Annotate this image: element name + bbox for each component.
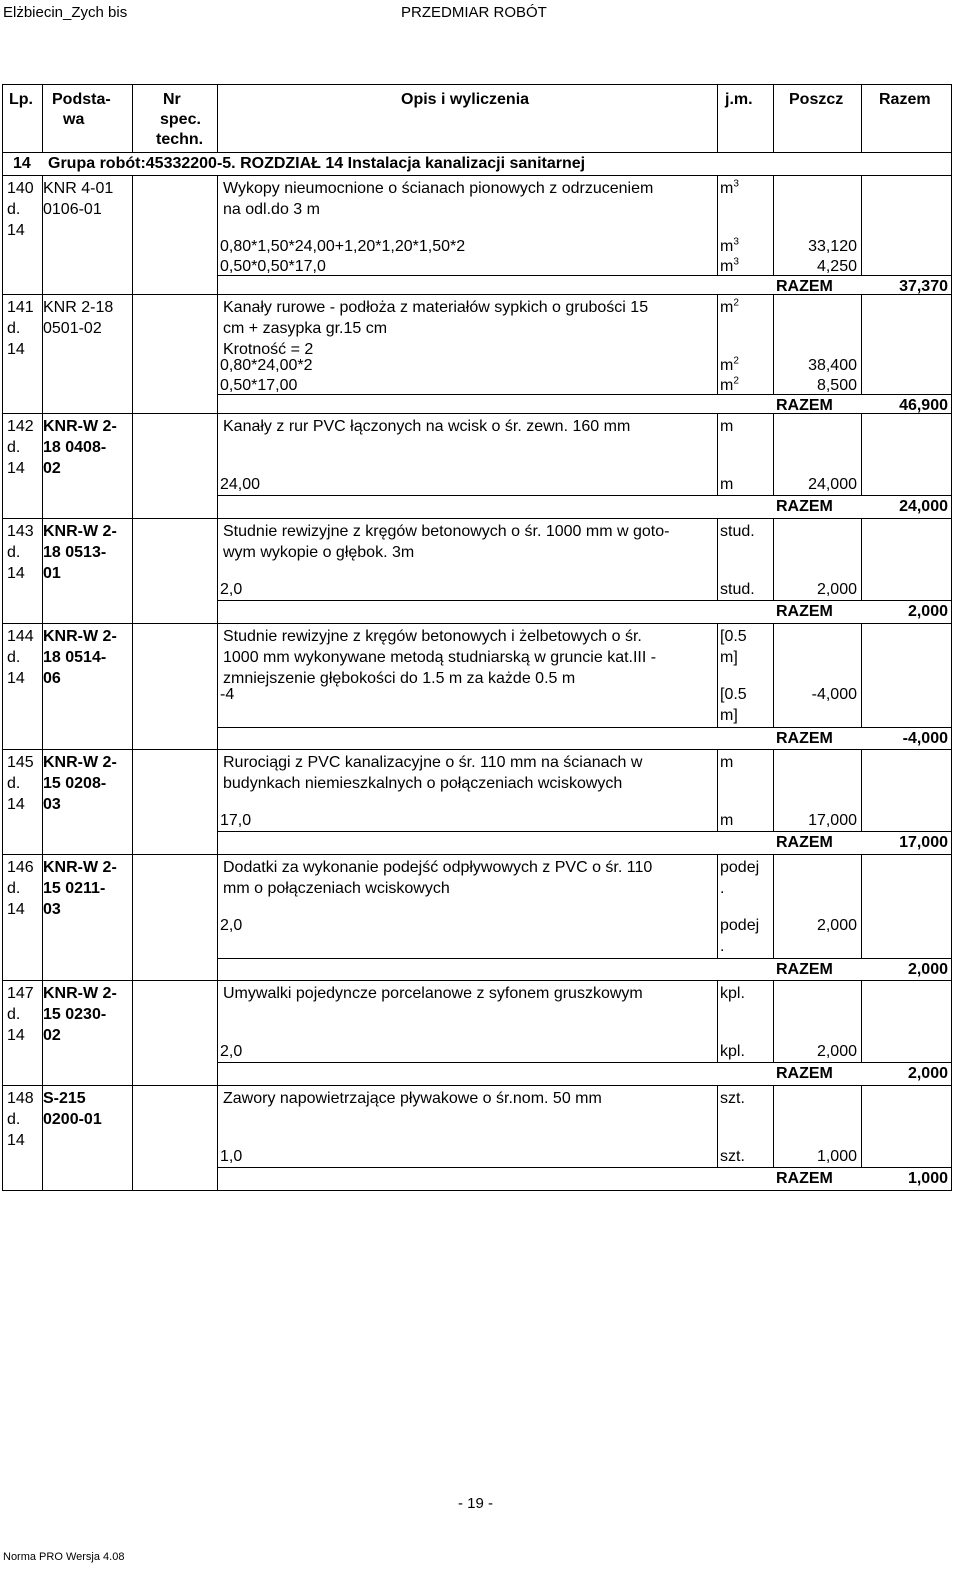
unit-text: $m^2$ bbox=[720, 297, 739, 316]
lp-line: d. bbox=[7, 201, 21, 218]
description-line: Studnie rewizyjne z kręgów betonowych o śr. 1000 mm w goto- bbox=[223, 523, 670, 540]
calc-unit bbox=[720, 915, 768, 957]
group-row bbox=[3, 153, 951, 176]
razem-separator bbox=[217, 275, 951, 276]
knr-line: KNR-W 2- bbox=[43, 628, 117, 645]
position-row bbox=[3, 1086, 951, 1190]
description-line: Wykopy nieumocnione o ścianach pionowych z odrzuceniem bbox=[223, 180, 654, 197]
calc-value: 8,500 bbox=[816, 377, 857, 394]
col-lp: Lp. bbox=[9, 91, 33, 108]
lp-line: 14 bbox=[7, 796, 25, 813]
knr-line: 01 bbox=[43, 565, 61, 582]
software-footer: Norma PRO Wersja 4.08 bbox=[3, 1551, 125, 1563]
unit-text: m bbox=[720, 418, 734, 435]
calc-unit-text: szt. bbox=[720, 1148, 745, 1165]
razem-separator bbox=[217, 727, 951, 728]
knr-line: 0501-02 bbox=[43, 320, 102, 337]
position-knr bbox=[43, 297, 133, 339]
calc-unit-text: $m^3$ bbox=[720, 236, 739, 255]
description-line: Zawory napowietrzające pływakowe o śr.nom. 50 mm bbox=[223, 1090, 602, 1107]
razem-label: RAZEM bbox=[776, 278, 833, 295]
knr-line: KNR-W 2- bbox=[43, 754, 117, 771]
razem-label: RAZEM bbox=[776, 961, 833, 978]
position-row bbox=[3, 414, 951, 519]
calc-unit bbox=[720, 375, 768, 396]
przedmiar-table bbox=[2, 84, 952, 1191]
lp-line: 142 bbox=[7, 418, 34, 435]
calc-unit bbox=[720, 810, 768, 831]
knr-line: 03 bbox=[43, 796, 61, 813]
razem-separator bbox=[217, 1167, 951, 1168]
calc-value: 17,000 bbox=[808, 812, 857, 829]
col-jm: j.m. bbox=[725, 91, 753, 108]
razem-label: RAZEM bbox=[776, 1170, 833, 1187]
knr-line: KNR-W 2- bbox=[43, 523, 117, 540]
calc-expression: 0,50*17,00 bbox=[220, 377, 298, 394]
calc-value: 2,000 bbox=[816, 581, 857, 598]
calc-unit bbox=[720, 474, 768, 495]
calc-unit-text: stud. bbox=[720, 581, 755, 598]
col-nr-3: techn. bbox=[156, 131, 204, 148]
lp-line: d. bbox=[7, 649, 21, 666]
document-title: PRZEDMIAR ROBÓT bbox=[401, 4, 547, 21]
col-podstawa-2: wa bbox=[63, 111, 85, 128]
razem-value: 2,000 bbox=[907, 603, 948, 620]
knr-line: 02 bbox=[43, 1027, 61, 1044]
position-lp bbox=[7, 521, 37, 584]
calc-unit-text: kpl. bbox=[720, 1043, 745, 1060]
calc-value: -4,000 bbox=[811, 686, 857, 703]
position-description bbox=[223, 983, 708, 1004]
calc-unit bbox=[720, 579, 768, 600]
calc-expression: 0,80*1,50*24,00+1,20*1,20*1,50*2 bbox=[220, 238, 466, 255]
calc-expression: 2,0 bbox=[220, 1043, 243, 1060]
position-row bbox=[3, 519, 951, 624]
razem-label: RAZEM bbox=[776, 730, 833, 747]
lp-line: 14 bbox=[7, 670, 25, 687]
lp-line: 14 bbox=[7, 222, 25, 239]
description-line: Kanały z rur PVC łączonych na wcisk o śr. zewn. 160 mm bbox=[223, 418, 631, 435]
razem-separator bbox=[217, 394, 951, 395]
calc-expression: 0,50*0,50*17,0 bbox=[220, 258, 326, 275]
calc-unit-text: $m^2$ bbox=[720, 375, 739, 394]
calc-expression: 17,0 bbox=[220, 812, 252, 829]
lp-line: 14 bbox=[7, 901, 25, 918]
calc-expression: -4 bbox=[220, 686, 235, 703]
position-unit bbox=[720, 626, 768, 668]
razem-value: 24,000 bbox=[899, 498, 948, 515]
lp-line: 148 bbox=[7, 1090, 34, 1107]
col-razem: Razem bbox=[879, 91, 931, 108]
razem-label: RAZEM bbox=[776, 397, 833, 414]
positions-list bbox=[3, 176, 951, 1190]
razem-label: RAZEM bbox=[776, 834, 833, 851]
description-line: zmniejszenie głębokości do 1.5 m za każde 0.5 m bbox=[223, 670, 576, 687]
position-knr bbox=[43, 416, 133, 479]
position-lp bbox=[7, 297, 37, 360]
calc-expression: 2,0 bbox=[220, 581, 243, 598]
lp-line: 141 bbox=[7, 299, 34, 316]
lp-line: 14 bbox=[7, 1027, 25, 1044]
position-description bbox=[223, 297, 708, 360]
knr-line: KNR-W 2- bbox=[43, 418, 117, 435]
knr-line: 15 0211- bbox=[43, 880, 106, 897]
razem-label: RAZEM bbox=[776, 603, 833, 620]
knr-line: 0106-01 bbox=[43, 201, 102, 218]
position-unit bbox=[720, 752, 768, 773]
description-line: na odl.do 3 m bbox=[223, 201, 320, 218]
group-title: Grupa robót:45332200-5. ROZDZIAŁ 14 Instalacja kanalizacji sanitarnej bbox=[48, 155, 586, 172]
calc-unit-text: m bbox=[720, 812, 734, 829]
description-line: mm o połączeniach wciskowych bbox=[223, 880, 450, 897]
razem-value: 17,000 bbox=[899, 834, 948, 851]
position-row bbox=[3, 855, 951, 981]
knr-line: 0200-01 bbox=[43, 1111, 102, 1128]
table-header bbox=[3, 85, 951, 153]
position-description bbox=[223, 178, 708, 220]
knr-line: 15 0230- bbox=[43, 1006, 107, 1023]
position-row bbox=[3, 981, 951, 1086]
lp-line: 140 bbox=[7, 180, 34, 197]
col-nr-2: spec. bbox=[160, 111, 201, 128]
position-knr bbox=[43, 521, 133, 584]
position-knr bbox=[43, 857, 133, 920]
position-description bbox=[223, 857, 708, 899]
razem-value: -4,000 bbox=[902, 730, 948, 747]
document-header bbox=[0, 0, 960, 26]
position-row bbox=[3, 295, 951, 414]
calc-value: 33,120 bbox=[808, 238, 857, 255]
position-unit bbox=[720, 1088, 768, 1109]
col-nr-1: Nr bbox=[163, 91, 181, 108]
calc-expression: 1,0 bbox=[220, 1148, 243, 1165]
lp-line: 14 bbox=[7, 1132, 25, 1149]
position-unit bbox=[720, 983, 768, 1004]
razem-separator bbox=[217, 1062, 951, 1063]
lp-line: d. bbox=[7, 775, 21, 792]
lp-line: 14 bbox=[7, 460, 25, 477]
position-description bbox=[223, 752, 708, 794]
knr-line: 02 bbox=[43, 460, 61, 477]
knr-line: KNR-W 2- bbox=[43, 985, 117, 1002]
position-knr bbox=[43, 626, 133, 689]
razem-label: RAZEM bbox=[776, 498, 833, 515]
position-knr bbox=[43, 983, 133, 1046]
lp-line: d. bbox=[7, 1111, 21, 1128]
razem-value: 1,000 bbox=[907, 1170, 948, 1187]
description-line: Dodatki za wykonanie podejść odpływowych z PVC o śr. 110 bbox=[223, 859, 653, 876]
unit-text: m bbox=[720, 754, 734, 771]
calc-value: 4,250 bbox=[816, 258, 857, 275]
knr-line: 18 0513- bbox=[43, 544, 107, 561]
lp-line: d. bbox=[7, 439, 21, 456]
position-knr bbox=[43, 752, 133, 815]
calc-unit bbox=[720, 1146, 768, 1167]
lp-line: 143 bbox=[7, 523, 34, 540]
calc-unit bbox=[720, 236, 768, 257]
position-row bbox=[3, 176, 951, 295]
col-poszcz: Poszcz bbox=[789, 91, 844, 108]
position-lp bbox=[7, 857, 37, 920]
position-knr bbox=[43, 178, 133, 220]
group-number: 14 bbox=[13, 155, 31, 172]
knr-line: 18 0408- bbox=[43, 439, 107, 456]
position-unit bbox=[720, 521, 768, 542]
description-line: Studnie rewizyjne z kręgów betonowych i żelbetowych o śr. bbox=[223, 628, 642, 645]
lp-line: d. bbox=[7, 320, 21, 337]
description-line: 1000 mm wykonywane metodą studniarską w gruncie kat.III - bbox=[223, 649, 657, 666]
razem-separator bbox=[217, 958, 951, 959]
calc-unit bbox=[720, 684, 768, 726]
lp-line: d. bbox=[7, 544, 21, 561]
position-lp bbox=[7, 626, 37, 689]
description-line: Kanały rurowe - podłoża z materiałów sypkich o grubości 15 bbox=[223, 299, 649, 316]
position-knr bbox=[43, 1088, 133, 1130]
calc-unit-text: $m^2$ bbox=[720, 355, 739, 374]
unit-text: $m^3$ bbox=[720, 178, 739, 197]
razem-value: 46,900 bbox=[899, 397, 948, 414]
razem-value: 2,000 bbox=[907, 961, 948, 978]
calc-value: 1,000 bbox=[816, 1148, 857, 1165]
description-line: wym wykopie o głębok. 3m bbox=[223, 544, 415, 561]
knr-line: KNR 4-01 bbox=[43, 180, 114, 197]
position-description bbox=[223, 521, 708, 563]
calc-unit-text: [0.5 m] bbox=[720, 686, 747, 724]
lp-line: 147 bbox=[7, 985, 34, 1002]
col-opis: Opis i wyliczenia bbox=[401, 91, 530, 108]
description-line: Umywalki pojedyncze porcelanowe z syfonem gruszkowym bbox=[223, 985, 643, 1002]
position-lp bbox=[7, 983, 37, 1046]
position-lp bbox=[7, 752, 37, 815]
position-unit bbox=[720, 416, 768, 437]
knr-line: KNR-W 2- bbox=[43, 859, 117, 876]
unit-text: kpl. bbox=[720, 985, 745, 1002]
lp-line: d. bbox=[7, 1006, 21, 1023]
position-unit bbox=[720, 178, 768, 199]
calc-expression: 24,00 bbox=[220, 476, 261, 493]
lp-line: 145 bbox=[7, 754, 34, 771]
description-line: budynkach niemieszkalnych o połączeniach wciskowych bbox=[223, 775, 623, 792]
position-lp bbox=[7, 1088, 37, 1151]
description-line: Rurociągi z PVC kanalizacyjne o śr. 110 mm na ścianach w bbox=[223, 754, 643, 771]
position-lp bbox=[7, 416, 37, 479]
razem-value: 2,000 bbox=[907, 1065, 948, 1082]
lp-line: 146 bbox=[7, 859, 34, 876]
calc-value: 2,000 bbox=[816, 917, 857, 934]
page-number: - 19 - bbox=[458, 1495, 494, 1512]
calc-value: 38,400 bbox=[808, 357, 857, 374]
calc-value: 24,000 bbox=[808, 476, 857, 493]
razem-separator bbox=[217, 831, 951, 832]
calc-expression: 2,0 bbox=[220, 917, 243, 934]
knr-line: KNR 2-18 bbox=[43, 299, 114, 316]
calc-unit bbox=[720, 355, 768, 376]
position-unit bbox=[720, 297, 768, 318]
position-description bbox=[223, 416, 708, 437]
lp-line: 144 bbox=[7, 628, 34, 645]
knr-line: 15 0208- bbox=[43, 775, 107, 792]
calc-unit-text: podej . bbox=[720, 917, 760, 955]
position-row bbox=[3, 624, 951, 750]
col-podstawa-1: Podsta- bbox=[52, 91, 111, 108]
lp-line: 14 bbox=[7, 565, 25, 582]
unit-text: szt. bbox=[720, 1090, 745, 1107]
razem-label: RAZEM bbox=[776, 1065, 833, 1082]
razem-separator bbox=[217, 495, 951, 496]
unit-text: [0.5 m] bbox=[720, 628, 747, 666]
position-row bbox=[3, 750, 951, 855]
knr-line: 06 bbox=[43, 670, 61, 687]
description-line: Krotność = 2 bbox=[223, 341, 314, 358]
calc-unit bbox=[720, 1041, 768, 1062]
lp-line: 14 bbox=[7, 341, 25, 358]
knr-line: S-215 bbox=[43, 1090, 86, 1107]
razem-separator bbox=[217, 600, 951, 601]
razem-value: 37,370 bbox=[899, 278, 948, 295]
position-description bbox=[223, 626, 708, 689]
calc-unit bbox=[720, 256, 768, 277]
knr-line: 03 bbox=[43, 901, 61, 918]
description-line: cm + zasypka gr.15 cm bbox=[223, 320, 388, 337]
calc-expression: 0,80*24,00*2 bbox=[220, 357, 313, 374]
file-title: Elżbiecin_Zych bis bbox=[3, 4, 128, 21]
unit-text: podej . bbox=[720, 859, 760, 897]
calc-unit-text: m bbox=[720, 476, 734, 493]
calc-value: 2,000 bbox=[816, 1043, 857, 1060]
lp-line: d. bbox=[7, 880, 21, 897]
calc-unit-text: $m^3$ bbox=[720, 256, 739, 275]
position-lp bbox=[7, 178, 37, 241]
position-unit bbox=[720, 857, 768, 899]
knr-line: 18 0514- bbox=[43, 649, 107, 666]
unit-text: stud. bbox=[720, 523, 755, 540]
position-description bbox=[223, 1088, 708, 1109]
